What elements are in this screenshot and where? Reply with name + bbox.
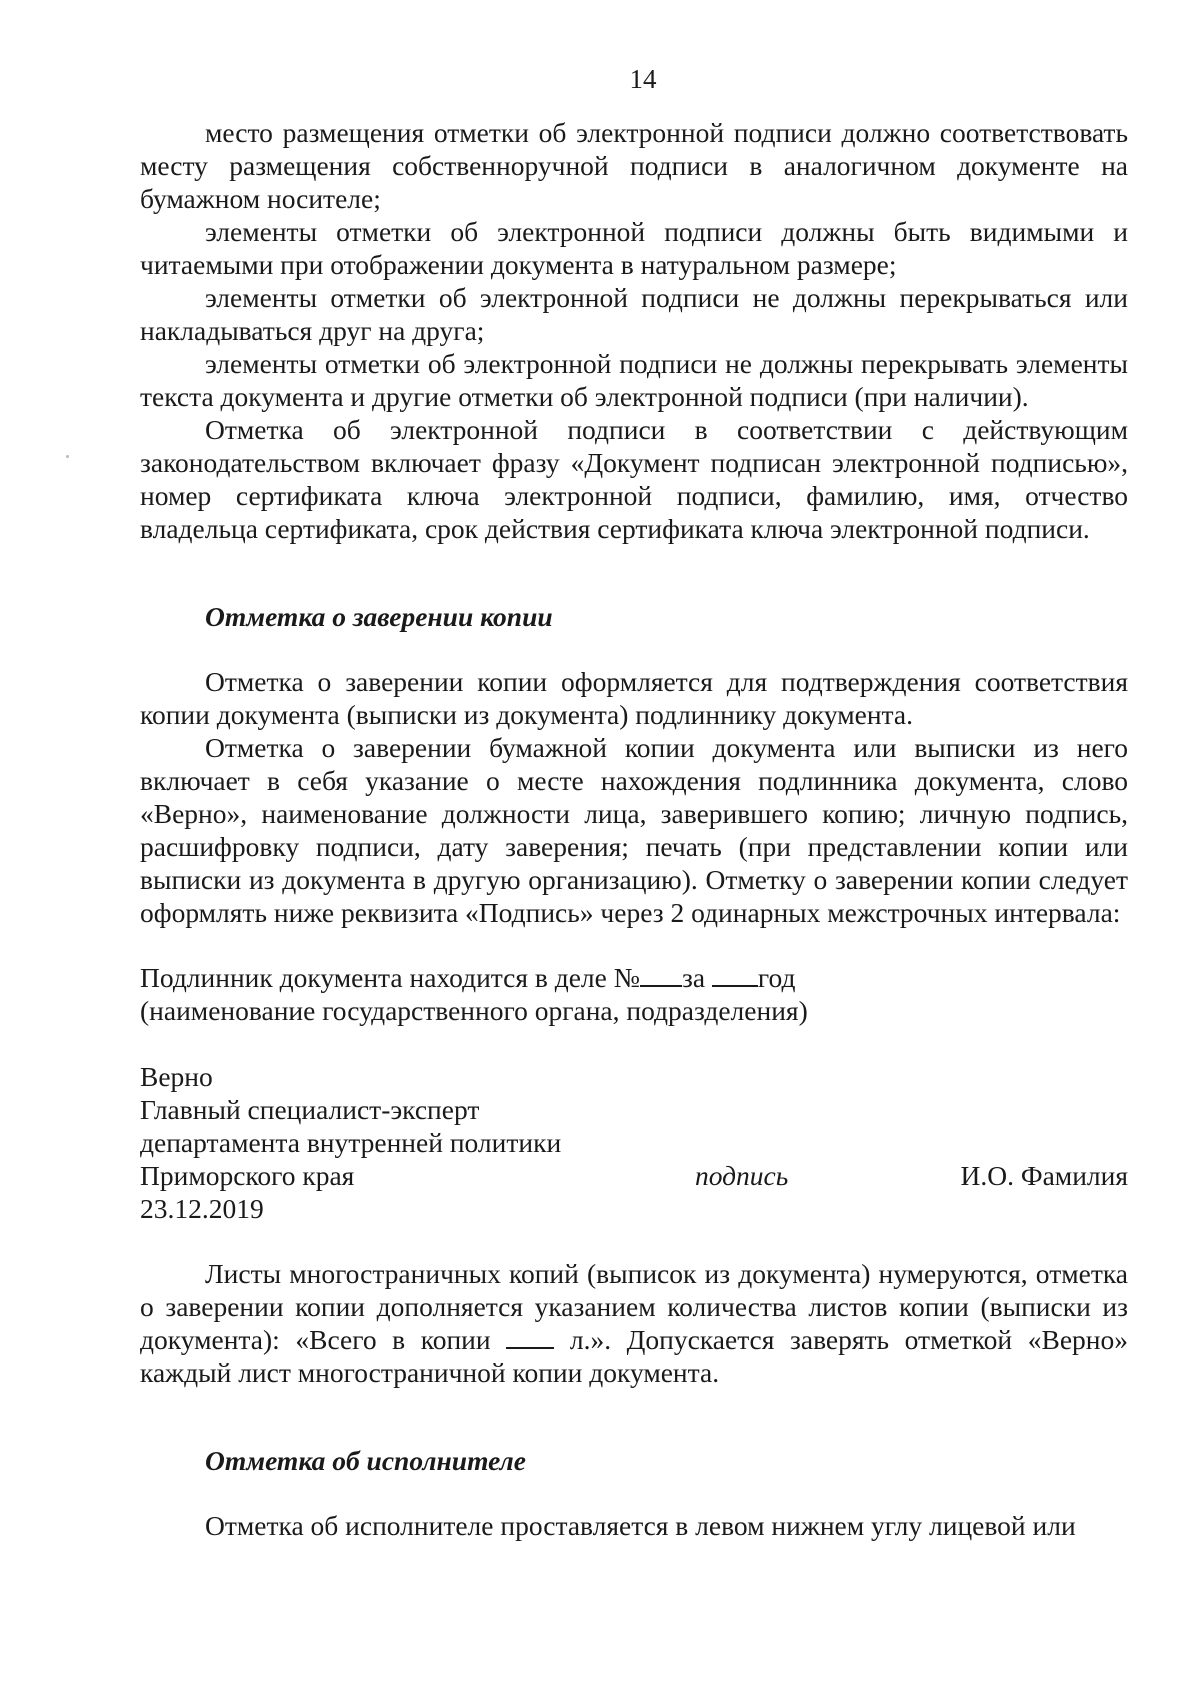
- paragraph: элементы отметки об электронной подписи должны быть видимыми и читаемыми при отображении документа в натуральном размере;: [140, 216, 1128, 280]
- signature-row: [140, 1159, 1128, 1192]
- organization-line: (наименование государственного органа, подразделения): [140, 995, 808, 1026]
- position-line: Приморского края: [140, 1160, 355, 1191]
- paragraph: элементы отметки об электронной подписи не должны перекрываться или накладываться друг на друга;: [140, 282, 1128, 346]
- position-line: Главный специалист-эксперт: [140, 1094, 480, 1125]
- position-line: департамента внутренней политики: [140, 1127, 562, 1158]
- paragraph: Отметка о заверении копии оформляется для подтверждения соответствия копии документа (выписки из документа) подлиннику документа.: [140, 666, 1128, 730]
- copy-certification-sample: [140, 961, 1128, 1225]
- paragraph: Отметка об электронной подписи в соответствии с действующим законодательством включает фразу «Документ подписан электронной подписью», номер сертификата ключа электронной подписи, фамилию, имя, отчество владельца сертификата, срок действия сертификата ключа электронной подписи.: [140, 414, 1128, 544]
- document-page: [140, 60, 1128, 1542]
- section-heading-copy-certification: Отметка о заверении копии: [205, 601, 553, 632]
- certification-date: 23.12.2019: [140, 1193, 264, 1224]
- paragraph: Отметка об исполнителе проставляется в левом нижнем углу лицевой или: [205, 1510, 1076, 1541]
- blank-case-number: [640, 961, 682, 987]
- page-number: 14: [629, 64, 657, 94]
- blank-sheet-count: [506, 1323, 554, 1349]
- original-location-line: Подлинник документа находится в деле № за год: [140, 962, 796, 993]
- paragraph: элементы отметки об электронной подписи не должны перекрывать элементы текста документа и другие отметки об электронной подписи (при наличии).: [140, 348, 1128, 412]
- signer-name: И.О. Фамилия: [960, 1160, 1128, 1191]
- paragraph: Листы многостраничных копий (выписок из документа) нумеруются, отметка о заверении копии дополняется указанием количества листов копии (выписки из документа): «Всего в копии л.». Допускается заверять отметкой «Верно» каждый лист многостраничной копии документа.: [140, 1258, 1128, 1388]
- scan-speck: [66, 455, 69, 458]
- section-heading-executor: Отметка об исполнителе: [205, 1445, 526, 1476]
- paragraph: Отметка о заверении бумажной копии документа или выписки из него включает в себя указание о месте нахождения подлинника документа, слово «Верно», наименование должности лица, заверившего копию; личную подпись, расшифровку подписи, дату заверения; печать (при представлении копии или выписки из документа в другую организацию). Отметку о заверении копии следует оформлять ниже реквизита «Подпись» через 2 одинарных межстрочных интервала:: [140, 732, 1128, 928]
- blank-year: [712, 961, 758, 987]
- signature-placeholder: подпись: [695, 1160, 789, 1191]
- verno-label: Верно: [140, 1061, 213, 1092]
- paragraph: место размещения отметки об электронной подписи должно соответствовать месту размещения собственноручной подписи в аналогичном документе на бумажном носителе;: [140, 117, 1128, 214]
